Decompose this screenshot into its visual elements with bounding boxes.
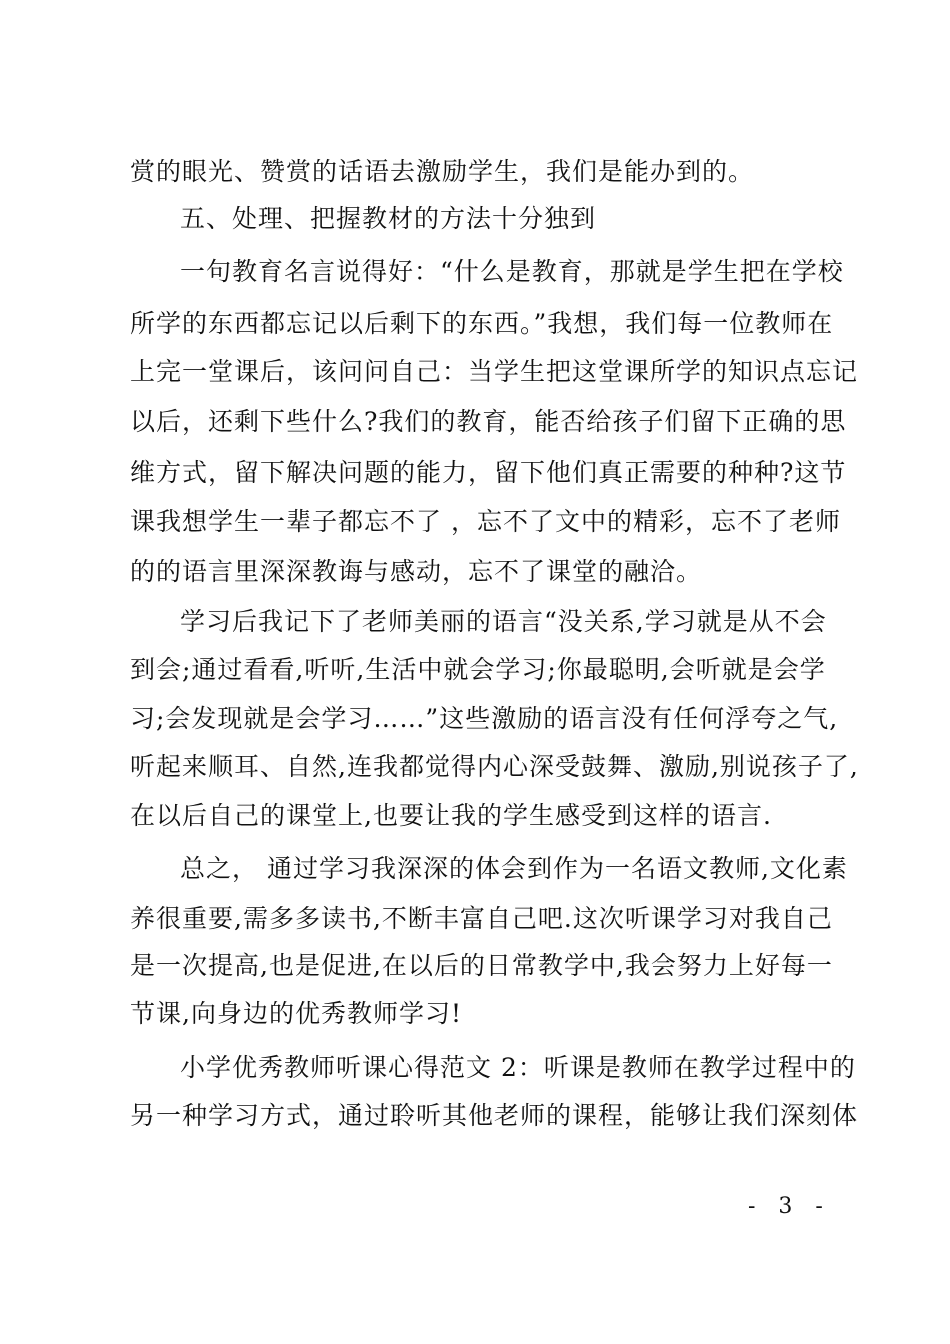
text-line: 维方式，留下解决问题的能力，留下他们真正需要的种种?这节 <box>130 458 847 487</box>
text-line: 养很重要,需多多读书,不断丰富自己吧.这次听课学习对我自己 <box>130 904 833 933</box>
text-line: 另一种学习方式，通过聆听其他老师的课程，能够让我们深刻体 <box>130 1101 859 1130</box>
text-line: 的的语言里深深教诲与感动，忘不了课堂的融洽。 <box>130 557 703 586</box>
page-number: - 3 - <box>748 1194 831 1219</box>
section-heading: 五、处理、把握教材的方法十分独到 <box>180 204 597 233</box>
text-line: 在以后自己的课堂上,也要让我的学生感受到这样的语言. <box>130 801 772 830</box>
text-line: 小学优秀教师听课心得范文 2：听课是教师在教学过程中的 <box>180 1053 856 1082</box>
text-line: 学习后我记下了老师美丽的语言“没关系,学习就是从不会 <box>180 607 827 636</box>
text-line: 是一次提高,也是促进,在以后的日常教学中,我会努力上好每一 <box>130 951 833 980</box>
text-line: 上完一堂课后，该问问自己：当学生把这堂课所学的知识点忘记 <box>130 357 859 386</box>
text-line: 总之， 通过学习我深深的体会到作为一名语文教师,文化素 <box>180 854 848 883</box>
text-line: 到会;通过看看,听听,生活中就会学习;你最聪明,会听就是会学 <box>130 655 826 684</box>
text-line: 习;会发现就是会学习……”这些激励的语言没有任何浮夸之气, <box>130 704 839 733</box>
text-line: 所学的东西都忘记以后剩下的东西。”我想，我们每一位教师在 <box>130 309 834 338</box>
text-line: 赏的眼光、赞赏的话语去激励学生，我们是能办到的。 <box>130 157 755 186</box>
text-line: 听起来顺耳、自然,连我都觉得内心深受鼓舞、激励,别说孩子了, <box>130 752 859 781</box>
text-line: 一句教育名言说得好：“什么是教育，那就是学生把在学校 <box>180 257 844 286</box>
text-line: 以后，还剩下些什么?我们的教育，能否给孩子们留下正确的思 <box>130 407 847 436</box>
text-line: 课我想学生一辈子都忘不了 ，忘不了文中的精彩，忘不了老师 <box>130 507 841 536</box>
text-line: 节课,向身边的优秀教师学习! <box>130 999 462 1028</box>
